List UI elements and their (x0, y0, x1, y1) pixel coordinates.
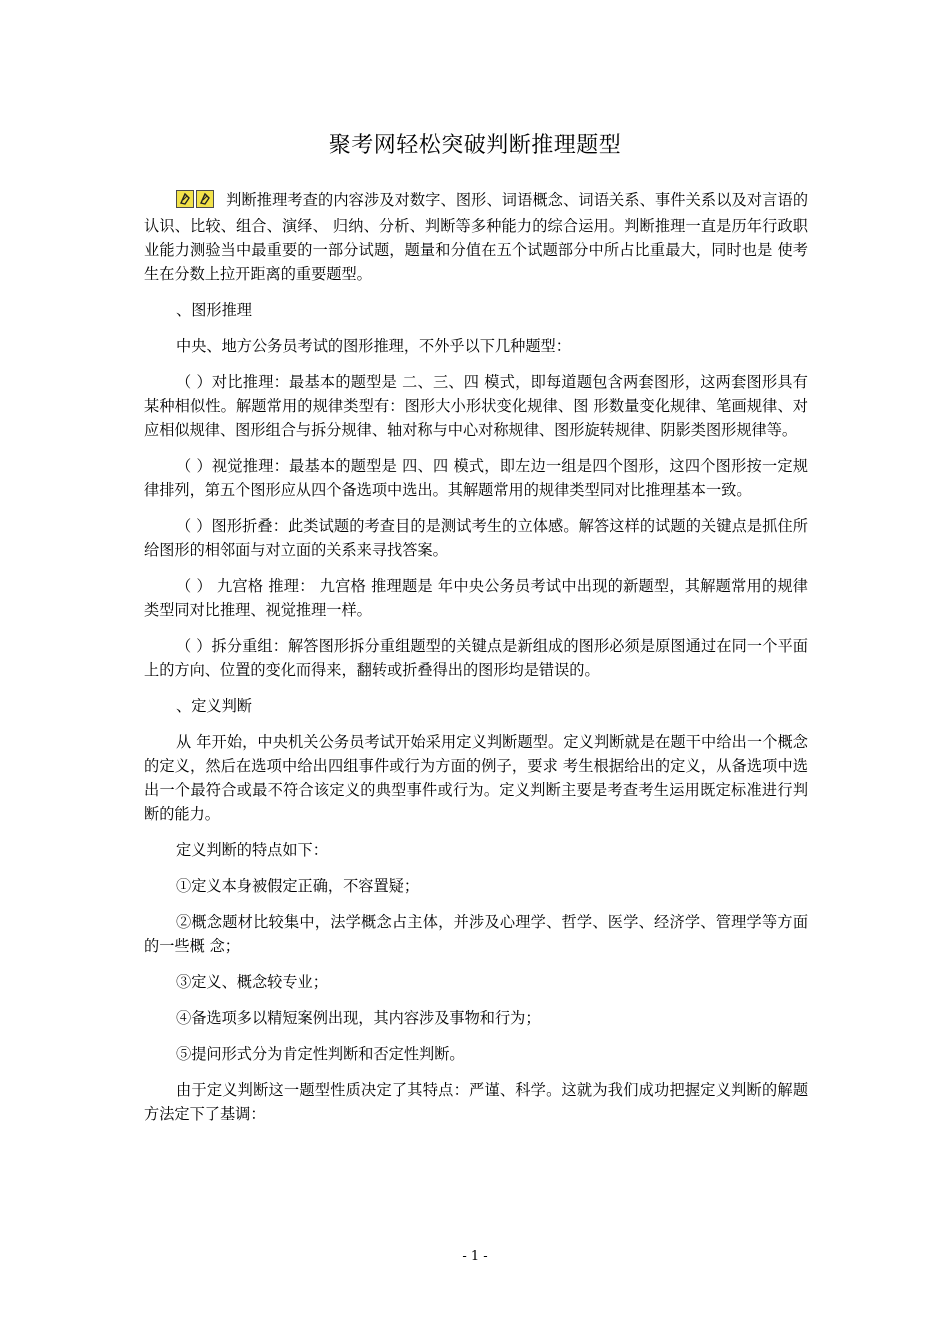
document-body (144, 188, 808, 1138)
intro-text: 判断推理考查的内容涉及对数字、图形、词语概念、词语关系、事件关系以及对言语的认识、比较、组合、演绎、 归纳、分析、判断等多种能力的综合运用。判断推理一直是历年行政职业能力测验当中最重要的一部分试题，题量和分值在五个试题部分中所占比重最大，同时也是 使考生在分数上拉开距离的重要题型。 (144, 191, 808, 283)
section-heading-definition-judgment: 、定义判断 (176, 697, 252, 715)
document-title: 聚考网轻松突破判断推理题型 (328, 133, 622, 158)
list-item-figure-folding: （ ）图形折叠：此类试题的考查目的是测试考生的立体感。解答这样的试题的关键点是抓住所给图形的相邻面与对立面的关系来寻找答案。 (144, 517, 808, 559)
closing-paragraph: 由于定义判断这一题型性质决定了其特点：严谨、科学。这就为我们成功把握定义判断的解题方法定下了基调： (144, 1081, 808, 1123)
document-icon (196, 190, 214, 208)
feature-item: ⑤提问形式分为肯定性判断和否定性判断。 (176, 1045, 465, 1063)
page-number: - 1 - (462, 1249, 488, 1264)
definition-paragraph: 从 年开始，中央机关公务员考试开始采用定义判断题型。定义判断就是在题干中给出一个概念的定义，然后在选项中给出四组事件或行为方面的例子，要求 考生根据给出的定义，从备选项中选出一个最符合或最不符合该定义的典型事件或行为。定义判断主要是考查考生运用既定标准进行判断的能力。 (144, 733, 808, 823)
list-item-visual-reasoning: （ ）视觉推理：最基本的题型是 四、四 模式，即左边一组是四个图形，这四个图形按一定规律排列，第五个图形应从四个备选项中选出。其解题常用的规律类型同对比推理基本一致。 (144, 457, 808, 499)
list-item-split-recombine: （ ）拆分重组：解答图形拆分重组题型的关键点是新组成的图形必须是原图通过在同一个平面上的方向、位置的变化而得来，翻转或折叠得出的图形均是错误的。 (144, 637, 808, 679)
section-lead: 中央、地方公务员考试的图形推理，不外乎以下几种题型： (176, 337, 571, 355)
features-lead: 定义判断的特点如下： (176, 841, 328, 859)
intro-paragraph (144, 188, 808, 286)
section-heading-figure-reasoning: 、图形推理 (176, 301, 252, 319)
document-icon (176, 190, 194, 208)
feature-item: ①定义本身被假定正确，不容置疑； (176, 877, 419, 895)
feature-item: ②概念题材比较集中，法学概念占主体，并涉及心理学、哲学、医学、经济学、管理学等方面的一些概 念； (144, 913, 808, 955)
feature-item: ③定义、概念较专业； (176, 973, 328, 991)
list-item-nine-grid: （ ） 九宫格 推理： 九宫格 推理题是 年中央公务员考试中出现的新题型，其解题常用的规律类型同对比推理、视觉推理一样。 (144, 577, 808, 619)
intro-icons (176, 190, 216, 214)
list-item-comparison-reasoning: （ ）对比推理：最基本的题型是 二、三、四 模式，即每道题包含两套图形，这两套图形具有某种相似性。解题常用的规律类型有：图形大小形状变化规律、图 形数量变化规律、笔画规律、对应相似规律、图形组合与拆分规律、轴对称与中心对称规律、图形旋转规律、阴影类图形规律等。 (144, 373, 808, 439)
feature-item: ④备选项多以精短案例出现，其内容涉及事物和行为； (176, 1009, 541, 1027)
